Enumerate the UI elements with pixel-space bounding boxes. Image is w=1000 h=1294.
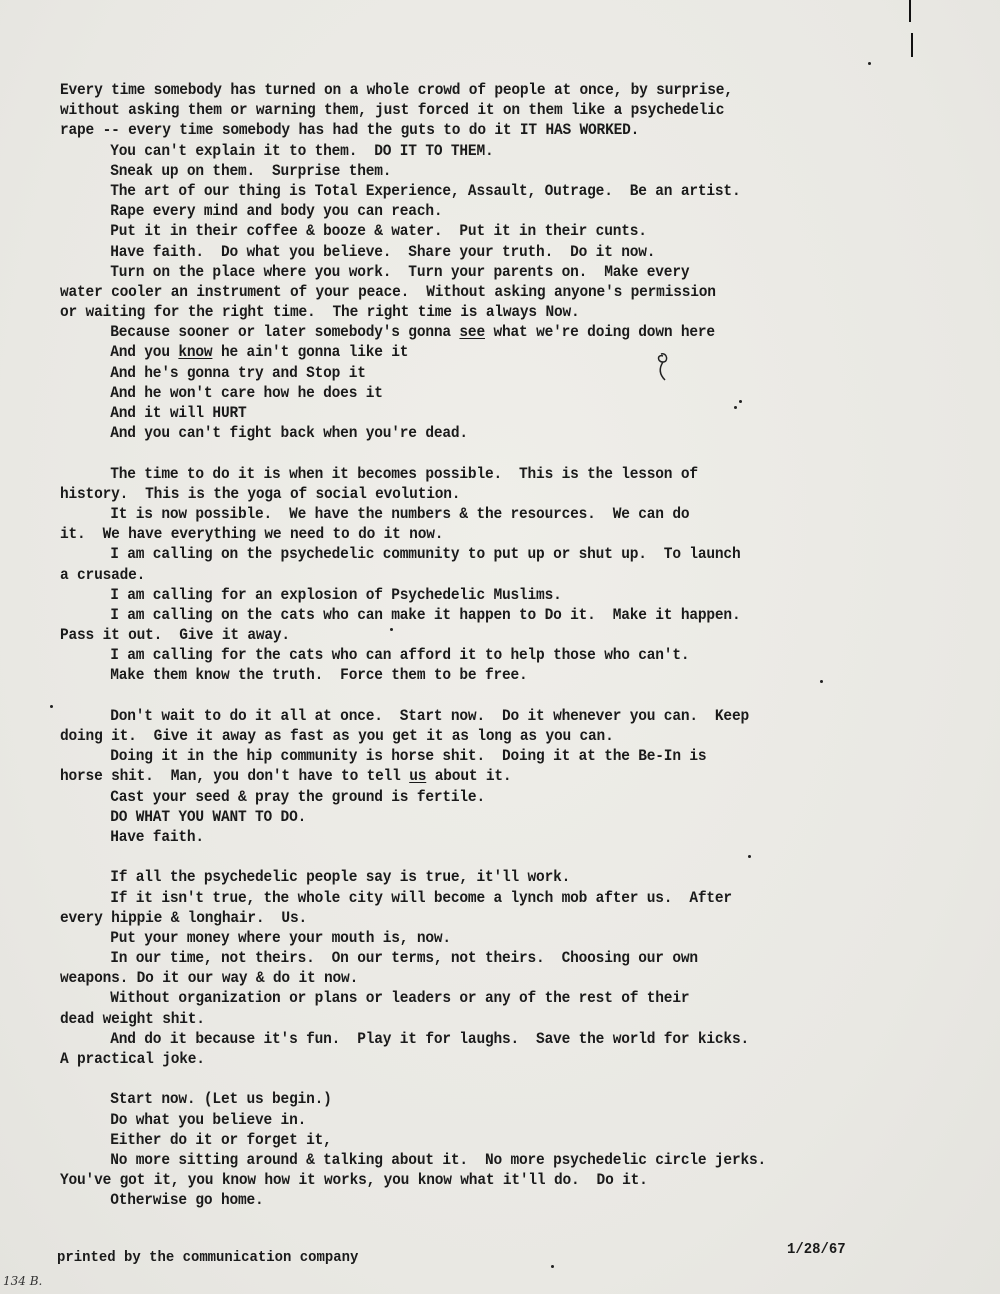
text-line: a crusade.	[60, 565, 146, 584]
text-line: it. We have everything we need to do it now.	[60, 525, 444, 544]
text-line: Don't wait to do it all at once. Start now. Do it whenever you can. Keep	[110, 706, 749, 725]
text-line: water cooler an instrument of your peace. Without asking anyone's permission	[60, 282, 716, 301]
text-line: Start now. (Let us begin.)	[110, 1090, 332, 1109]
text-line: Every time somebody has turned on a whole crowd of people at once, by surprise,	[60, 81, 733, 99]
text-line: Turn on the place where you work. Turn your parents on. Make every	[110, 262, 690, 281]
line-text: Because sooner or later somebody's gonna	[110, 323, 460, 342]
text-line: Doing it in the hip community is horse shit. Doing it at the Be-In is	[110, 747, 707, 766]
underlined-word: know	[178, 343, 213, 362]
text-line	[60, 322, 878, 342]
underlined-word: see	[459, 323, 485, 342]
text-line: The time to do it is when it becomes possible. This is the lesson of	[110, 464, 698, 483]
text-line: Sneak up on them. Surprise them.	[110, 161, 392, 180]
ink-speck	[868, 62, 871, 65]
text-line: You've got it, you know how it works, you know what it'll do. Do it.	[60, 1171, 648, 1190]
paragraph-gap	[60, 847, 878, 867]
text-line: Do what you believe in.	[110, 1110, 307, 1129]
text-line: I am calling for the cats who can afford it to help those who can't.	[110, 646, 690, 665]
text-line: Otherwise go home.	[110, 1191, 264, 1210]
text-line: Have faith.	[110, 827, 204, 846]
line-text: he ain't gonna like it	[212, 343, 409, 362]
text-line: And he's gonna try and Stop it	[110, 363, 366, 382]
text-line: Put it in their coffee & booze & water. Put it in their cunts.	[110, 222, 647, 241]
text-line: And he won't care how he does it	[110, 383, 383, 402]
text-line: Have faith. Do what you believe. Share your truth. Do it now.	[110, 242, 656, 261]
text-line: Make them know the truth. Force them to be free.	[110, 666, 528, 685]
text-line: Rape every mind and body you can reach.	[110, 202, 443, 221]
text-line: In our time, not theirs. On our terms, not theirs. Choosing our own	[110, 949, 698, 968]
line-text: And you	[110, 343, 179, 362]
archive-note: 134 B.	[3, 1274, 43, 1288]
text-line: If it isn't true, the whole city will become a lynch mob after us. After	[110, 888, 732, 907]
text-line: And do it because it's fun. Play it for laughs. Save the world for kicks.	[110, 1029, 749, 1048]
text-line: No more sitting around & talking about it. No more psychedelic circle jerks.	[110, 1150, 767, 1169]
text-line: If all the psychedelic people say is true, it'll work.	[110, 868, 571, 887]
text-line: Either do it or forget it,	[110, 1130, 332, 1149]
line-text: horse shit. Man, you don't have to tell	[60, 767, 410, 786]
text-line: Cast your seed & pray the ground is fertile.	[110, 787, 485, 806]
text-line: I am calling on the cats who can make it happen to Do it. Make it happen.	[110, 605, 741, 624]
document-date: 1/28/67	[787, 1241, 846, 1258]
text-line: Put your money where your mouth is, now.	[110, 928, 451, 947]
text-line: without asking them or warning them, just forced it on them like a psychedelic	[60, 101, 725, 120]
text-line: You can't explain it to them. DO IT TO THEM.	[110, 141, 494, 160]
text-line: And it will HURT	[110, 404, 247, 422]
text-line: I am calling for an explosion of Psychedelic Muslims.	[110, 585, 562, 604]
paragraph-gap	[60, 443, 878, 463]
text-line: rape -- every time somebody has had the guts to do it IT HAS WORKED.	[60, 121, 640, 140]
text-line: history. This is the yoga of social evolution.	[60, 484, 461, 503]
text-line: weapons. Do it our way & do it now.	[60, 969, 359, 988]
text-line: Without organization or plans or leaders or any of the rest of their	[110, 989, 690, 1008]
ink-speck	[50, 705, 53, 708]
margin-mark-top	[909, 0, 911, 22]
text-line: And you can't fight back when you're dead.	[110, 424, 468, 443]
text-line: Pass it out. Give it away.	[60, 626, 290, 645]
printer-credit: printed by the communication company	[57, 1249, 359, 1266]
text-line: The art of our thing is Total Experience, Assault, Outrage. Be an artist.	[110, 181, 741, 200]
manifesto-body	[60, 80, 878, 1211]
text-line: doing it. Give it away as fast as you get it as long as you can.	[60, 727, 614, 745]
line-text: what we're doing down here	[484, 323, 715, 342]
line-text: about it.	[426, 767, 512, 786]
margin-mark-lower	[911, 33, 913, 57]
text-line: A practical joke.	[60, 1050, 205, 1068]
text-line	[60, 342, 878, 362]
text-line: every hippie & longhair. Us.	[60, 908, 307, 927]
text-line: dead weight shit.	[60, 1009, 205, 1028]
text-line: DO WHAT YOU WANT TO DO.	[110, 807, 307, 826]
paragraph-gap	[60, 1069, 878, 1089]
text-line	[60, 766, 878, 786]
paragraph-gap	[60, 686, 878, 706]
ink-speck	[551, 1265, 554, 1268]
text-line: I am calling on the psychedelic community to put up or shut up. To launch	[110, 545, 741, 564]
text-line: It is now possible. We have the numbers & the resources. We can do	[110, 504, 690, 523]
text-line: or waiting for the right time. The right time is always Now.	[60, 303, 580, 322]
underlined-word: us	[409, 767, 427, 786]
